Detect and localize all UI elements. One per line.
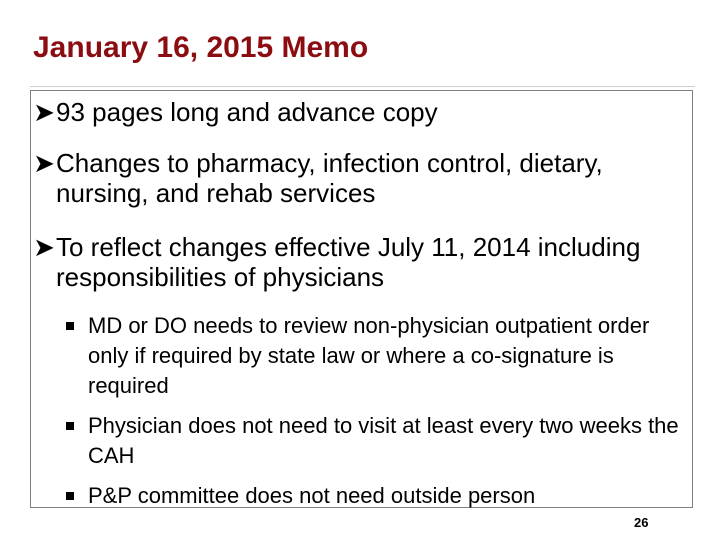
- square-bullet-icon: [66, 322, 74, 330]
- title-divider: [30, 86, 695, 87]
- bullet-item: [33, 97, 693, 127]
- sub-bullet-item: [66, 411, 692, 471]
- sub-bullet-text: Physician does not need to visit at least every two weeks the CAH: [88, 413, 679, 468]
- bullet-text: 93 pages long and advance copy: [56, 97, 438, 127]
- sub-bullet-text: P&P committee does not need outside person: [88, 483, 536, 508]
- page-number: 26: [634, 515, 649, 530]
- sub-bullet-item: [66, 311, 692, 401]
- arrowhead-bullet-icon: ➤: [33, 148, 55, 178]
- arrowhead-bullet-icon: ➤: [33, 232, 55, 262]
- arrowhead-bullet-icon: ➤: [33, 97, 55, 127]
- bullet-item: [33, 232, 693, 292]
- square-bullet-icon: [66, 422, 74, 430]
- square-bullet-icon: [66, 492, 74, 500]
- bullet-text: Changes to pharmacy, infection control, dietary, nursing, and rehab services: [56, 148, 603, 208]
- bullet-item: [33, 148, 693, 208]
- sub-bullet-text: MD or DO needs to review non-physician outpatient order only if required by state law or where a co-signature is required: [88, 313, 650, 398]
- sub-bullet-item: [66, 481, 692, 511]
- bullet-text: To reflect changes effective July 11, 2014 including responsibilities of physicians: [56, 232, 641, 292]
- slide-title: January 16, 2015 Memo: [33, 31, 369, 64]
